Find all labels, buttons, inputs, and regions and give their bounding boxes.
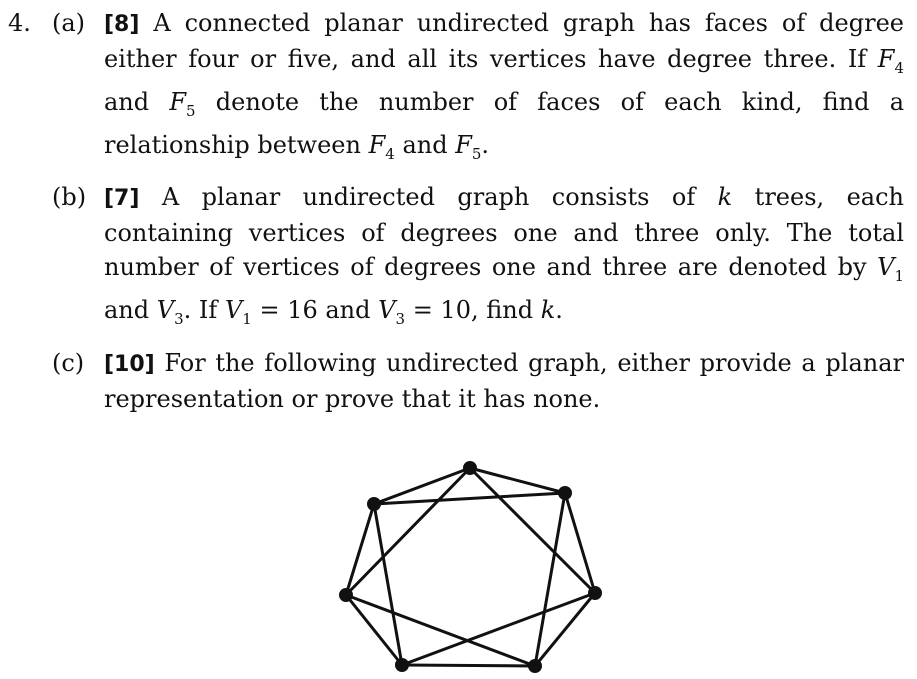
part-a-seg1: A connected planar undirected graph has faces of degree either four or five, and all its vertices have degree three. If — [104, 9, 904, 73]
question-parts — [52, 6, 913, 426]
graph-vertex — [528, 659, 542, 673]
math-var: $V_1$ — [877, 253, 904, 286]
part-a-seg5: . — [481, 130, 490, 159]
question-number: 4. — [8, 9, 31, 37]
graph-edge — [535, 493, 565, 666]
part-b-points: [7] — [104, 186, 140, 212]
part-a-points: [8] — [104, 12, 140, 37]
part-c-label: (c) — [52, 348, 85, 377]
math-var: k — [717, 183, 733, 212]
graph-vertex — [558, 486, 572, 500]
part-b-eq2: = 10, find — [412, 296, 534, 325]
graph-svg — [330, 448, 610, 675]
part-c-seg1: For the following undirected graph, either provide a planar representation or prove that it has none. — [104, 348, 904, 413]
math-var: $F_5$ — [455, 130, 482, 163]
math-var: $F_5$ — [169, 87, 196, 120]
part-b-label: (b) — [52, 183, 87, 212]
part-b-seg2: trees, each containing vertices of degrees one and three only. The total number of vertices of degrees one and three are denoted by — [104, 183, 904, 282]
math-var: $V_1$ — [224, 296, 252, 328]
graph-vertex — [395, 658, 409, 672]
graph-edge — [402, 665, 535, 666]
math-var: $V_3$ — [156, 296, 184, 328]
graph-vertex — [463, 461, 477, 475]
part-c — [52, 346, 913, 416]
part-a-seg4: and — [402, 130, 448, 159]
math-var: $F_4$ — [877, 45, 904, 77]
graph-vertex — [367, 497, 381, 511]
part-c-points: [10] — [104, 351, 155, 377]
part-b-seg5: . — [555, 296, 563, 325]
problem-4 — [8, 6, 913, 426]
part-b — [52, 180, 913, 336]
part-b-text — [104, 180, 904, 336]
part-a-seg2: and — [104, 87, 150, 116]
graph-vertex — [588, 586, 602, 600]
part-a-seg3: denote the number of faces of each kind, find a relationship between — [104, 87, 904, 159]
math-var: k — [540, 296, 556, 325]
math-var: $F_4$ — [368, 130, 395, 163]
part-b-eq1: = 16 and — [259, 296, 371, 325]
part-b-seg4: . If — [183, 296, 218, 325]
part-b-seg1: A planar undirected graph consists of — [161, 183, 696, 212]
graph-vertex — [339, 588, 353, 602]
math-var: $V_3$ — [378, 296, 406, 328]
part-a — [52, 6, 913, 170]
graph-figure — [330, 448, 610, 675]
part-b-seg3: and — [104, 296, 150, 325]
part-a-label: (a) — [52, 9, 86, 37]
part-a-text — [104, 6, 904, 170]
graph-edge — [374, 504, 402, 665]
part-c-text — [104, 346, 904, 416]
